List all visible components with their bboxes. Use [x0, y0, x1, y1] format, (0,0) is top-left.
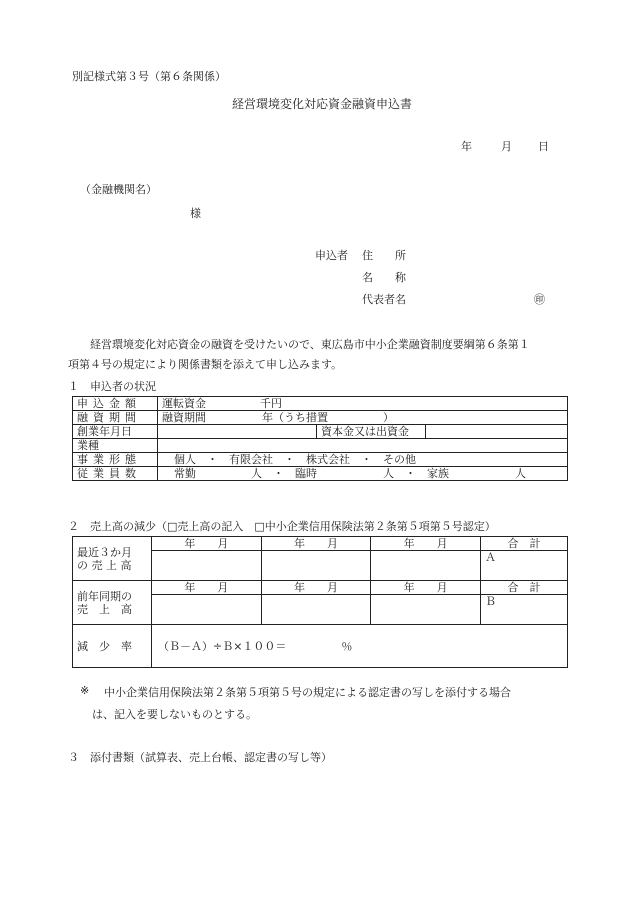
amount-kind: 運転資金 — [162, 397, 206, 410]
date-day: 日 — [538, 140, 549, 153]
recent-label-2: の 売 上 高 — [77, 558, 132, 572]
section3-heading: ３ 添付書類（試算表、売上台帳、認定書の写し等） — [68, 751, 332, 764]
body-text-line1: 経営環境変化対応資金の融資を受けたいので、東広島市中小企業融資制度要綱第６条第１ — [90, 338, 530, 351]
business-type-options[interactable]: 個人 ・ 有限会社 ・ 株式会社 ・ その他 — [158, 453, 568, 467]
recent-sales-label — [73, 537, 152, 581]
ym-header: 年 月 — [371, 537, 481, 551]
table-row — [73, 625, 568, 668]
company-name-label: 名 称 — [362, 271, 406, 284]
date-year: 年 — [461, 140, 472, 153]
decline-rate-formula[interactable]: （Ｂ－Ａ）÷Ｂ×１００＝ ％ — [152, 625, 568, 668]
note-line1: 中小企業信用保険法第２条第５項第５号の規定による認定書の写しを添付する場合 — [104, 686, 511, 699]
amount-cell[interactable] — [158, 397, 568, 411]
founded-value[interactable] — [158, 425, 317, 439]
total-header: 合 計 — [480, 537, 567, 551]
representative-label: 代表者名 — [362, 293, 406, 306]
table-row — [73, 439, 568, 453]
industry-value[interactable] — [158, 439, 568, 453]
sales-decline-table — [72, 536, 568, 668]
prior-label-1: 前年同期の — [77, 589, 132, 603]
founded-label: 創業年月日 — [73, 425, 158, 439]
bank-name-label: （金融機関名） — [80, 183, 157, 196]
capital-label: 資本金又は出資金 — [317, 425, 426, 439]
sales-cell[interactable] — [152, 551, 262, 581]
employees-value[interactable]: 常勤 人 ・ 臨時 人 ・ 家族 人 — [158, 467, 568, 481]
ym-header: 年 月 — [371, 581, 481, 595]
form-title: 経営環境変化対応資金融資申込書 — [232, 97, 413, 111]
form-number: 別記様式第３号（第６条関係） — [72, 70, 226, 83]
sales-cell[interactable] — [371, 595, 481, 625]
period-cell[interactable] — [158, 411, 568, 425]
sales-cell[interactable] — [261, 551, 371, 581]
table-row — [73, 537, 568, 551]
table-row — [73, 397, 568, 411]
capital-value[interactable] — [426, 425, 568, 439]
section2-heading: ２ 売上高の減少（□売上高の記入 □中小企業信用保険法第２条第５項第５号認定） — [68, 520, 496, 533]
amount-unit: 千円 — [260, 397, 282, 410]
date-month: 月 — [501, 140, 512, 153]
table-row — [73, 467, 568, 481]
applicant-prefix: 申込者 — [315, 249, 348, 262]
industry-label: 業種 — [77, 439, 99, 452]
sales-cell[interactable] — [152, 595, 262, 625]
employees-label: 従業員数 — [73, 467, 158, 481]
ym-header: 年 月 — [152, 581, 262, 595]
table-row — [73, 453, 568, 467]
ym-header: 年 月 — [152, 537, 262, 551]
business-type-label: 事業形態 — [73, 453, 158, 467]
period-label: 融資期間 — [73, 411, 158, 425]
sales-cell[interactable] — [371, 551, 481, 581]
decline-rate-label: 減 少 率 — [73, 625, 152, 668]
table-row — [73, 581, 568, 595]
industry-label-cell — [73, 439, 158, 453]
ym-header: 年 月 — [261, 537, 371, 551]
period-value: 年（うち措置 ） — [262, 411, 394, 424]
recent-label-1: 最近３か月 — [77, 545, 132, 559]
address-label: 住 所 — [362, 249, 406, 262]
table-row — [73, 425, 568, 439]
body-text-line2: 項第４号の規定により関係書類を添えて申し込みます。 — [68, 358, 343, 371]
table-row — [73, 411, 568, 425]
ym-header: 年 月 — [261, 581, 371, 595]
recent-total-cell[interactable]: Ａ — [480, 551, 567, 581]
prior-label-2: 売 上 高 — [77, 602, 132, 616]
note-mark: ※ — [80, 684, 90, 697]
note-line2: は、記入を要しないものとする。 — [92, 708, 257, 721]
period-kind: 融資期間 — [162, 411, 206, 424]
section1-heading: １ 申込者の状況 — [68, 380, 156, 393]
amount-label: 申込金額 — [73, 397, 158, 411]
prior-sales-label — [73, 581, 152, 625]
sama: 様 — [190, 207, 201, 220]
prior-total-cell[interactable]: Ｂ — [480, 595, 567, 625]
total-header: 合 計 — [480, 581, 567, 595]
seal-mark: ㊞ — [534, 293, 545, 306]
applicant-status-table — [72, 396, 568, 481]
sales-cell[interactable] — [261, 595, 371, 625]
